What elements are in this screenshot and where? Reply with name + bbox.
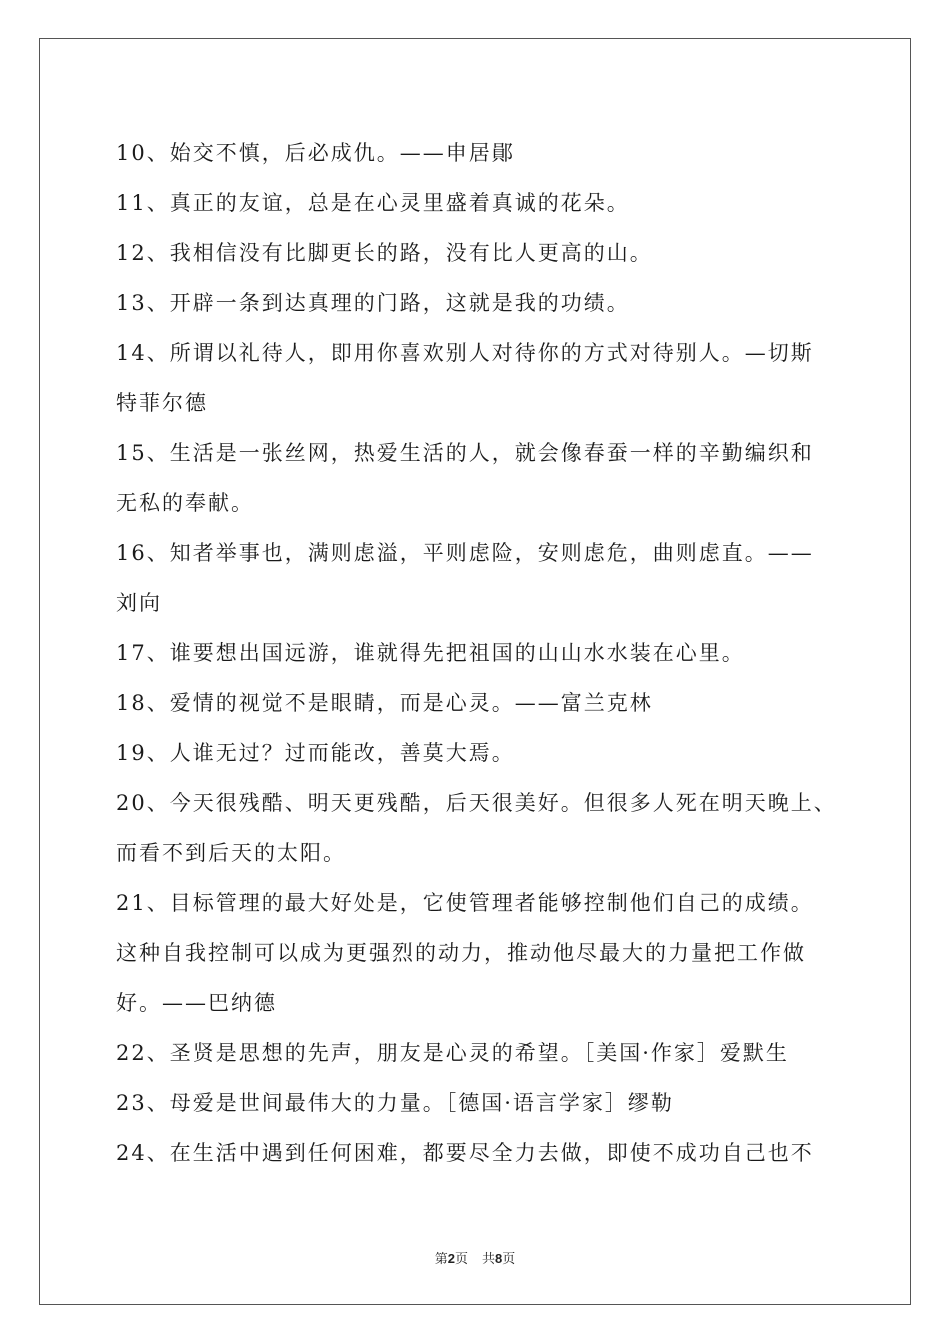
total-prefix: 共 bbox=[482, 1252, 496, 1267]
text-line: 特菲尔德 bbox=[116, 391, 208, 415]
text-line: 18、爱情的视觉不是眼睛，而是心灵。——富兰克林 bbox=[116, 691, 653, 715]
text-line: 15、生活是一张丝网，热爱生活的人，就会像春蚕一样的辛勤编织和 bbox=[116, 441, 814, 465]
text-line: 13、开辟一条到达真理的门路，这就是我的功绩。 bbox=[116, 291, 630, 315]
page-suffix: 页 bbox=[454, 1252, 468, 1267]
text-line: 21、目标管理的最大好处是，它使管理者能够控制他们自己的成绩。 bbox=[116, 891, 814, 915]
text-line: 11、真正的友谊，总是在心灵里盛着真诚的花朵。 bbox=[116, 191, 630, 215]
text-line: 19、人谁无过？过而能改，善莫大焉。 bbox=[116, 741, 515, 765]
text-line: 无私的奉献。 bbox=[116, 491, 254, 515]
page-prefix: 第 bbox=[434, 1252, 448, 1267]
text-line: 16、知者举事也，满则虑溢，平则虑险，安则虑危，曲则虑直。—— bbox=[116, 541, 814, 565]
total-pages: 8 bbox=[495, 1251, 503, 1266]
text-line: 而看不到后天的太阳。 bbox=[116, 841, 346, 865]
text-line: 14、所谓以礼待人，即用你喜欢别人对待你的方式对待别人。—切斯 bbox=[116, 341, 814, 365]
page-number: 2 bbox=[447, 1251, 455, 1266]
text-line: 23、母爱是世间最伟大的力量。［德国·语言学家］缪勒 bbox=[116, 1091, 674, 1115]
text-line: 22、圣贤是思想的先声，朋友是心灵的希望。［美国·作家］爱默生 bbox=[116, 1041, 789, 1065]
total-suffix: 页 bbox=[502, 1252, 516, 1267]
text-line: 24、在生活中遇到任何困难，都要尽全力去做，即使不成功自己也不 bbox=[116, 1141, 814, 1165]
page-footer bbox=[0, 1248, 950, 1267]
text-line: 这种自我控制可以成为更强烈的动力，推动他尽最大的力量把工作做 bbox=[116, 941, 806, 965]
text-line: 10、始交不慎，后必成仇。——申居鄖 bbox=[116, 141, 515, 165]
text-line: 12、我相信没有比脚更长的路，没有比人更高的山。 bbox=[116, 241, 653, 265]
document-body bbox=[116, 128, 856, 1178]
text-line: 20、今天很残酷、明天更残酷，后天很美好。但很多人死在明天晚上、 bbox=[116, 791, 837, 815]
text-line: 刘向 bbox=[116, 591, 162, 615]
text-line: 17、谁要想出国远游，谁就得先把祖国的山山水水装在心里。 bbox=[116, 641, 745, 665]
text-line: 好。——巴纳德 bbox=[116, 991, 277, 1015]
